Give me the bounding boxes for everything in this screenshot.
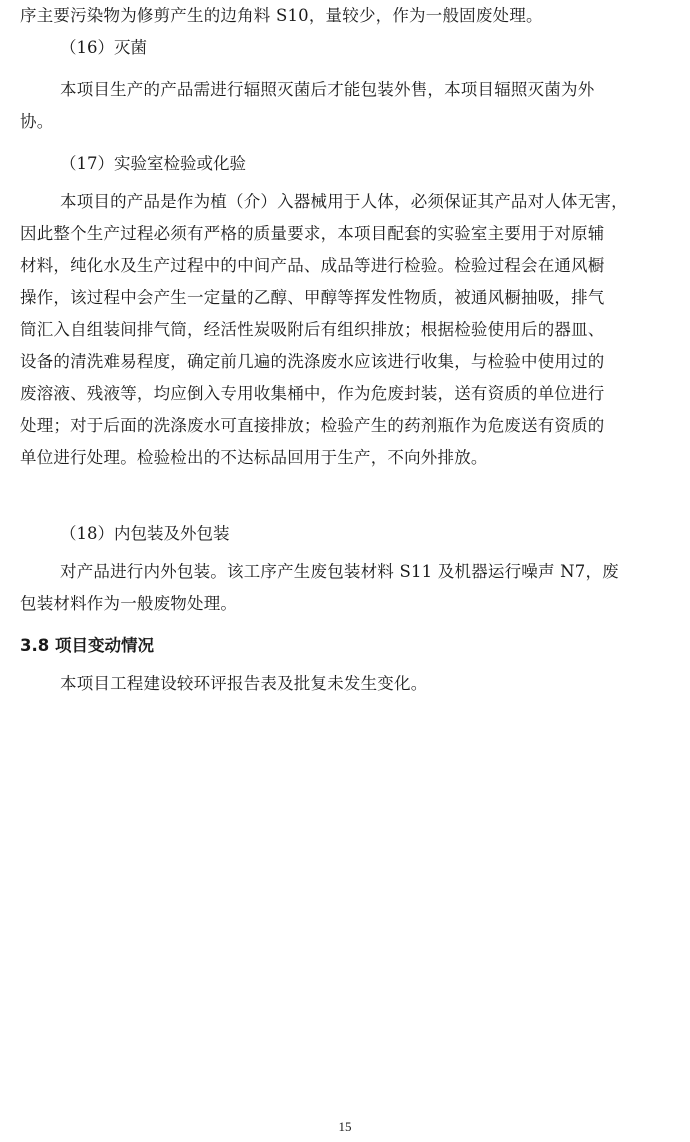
text-line: 筒汇入自组装间排气筒，经活性炭吸附后有组织排放；根据检验使用后的器皿、 — [20, 320, 605, 339]
section-title: 3.8 项目变动情况 — [20, 636, 154, 655]
text-line: 包装材料作为一般废物处理。 — [20, 594, 238, 613]
text-line: 本项目工程建设较环评报告表及批复未发生变化。 — [60, 674, 428, 693]
paragraph-lab-testing — [20, 186, 678, 474]
text-line: 操作，该过程中会产生一定量的乙醇、甲醇等挥发性物质，被通风橱抽吸，排气 — [20, 288, 605, 307]
subsection-sterilization-heading: （16）灭菌 — [60, 38, 147, 57]
text-line: 设备的清洗难易程度，确定前几遍的洗涤废水应该进行收集，与检验中使用过的 — [20, 352, 605, 371]
paragraph-trimming-waste — [20, 0, 678, 32]
paragraph-sterilization — [20, 74, 678, 138]
text-line: 本项目的产品是作为植（介）入器械用于人体，必须保证其产品对人体无害， — [60, 192, 628, 211]
text-line: 因此整个生产过程必须有严格的质量要求，本项目配套的实验室主要用于对原辅 — [20, 224, 605, 243]
text-line: 废溶液、残液等，均应倒入专用收集桶中，作为危废封装，送有资质的单位进行 — [20, 384, 605, 403]
paragraph-project-changes — [20, 668, 678, 700]
text-line: 对产品进行内外包装。该工序产生废包装材料 S11 及机器运行噪声 N7，废 — [60, 562, 619, 581]
subsection-packaging-heading: （18）内包装及外包装 — [60, 524, 230, 543]
subsection-lab-testing-heading: （17）实验室检验或化验 — [60, 154, 246, 173]
text-line: 材料，纯化水及生产过程中的中间产品、成品等进行检验。检验过程会在通风橱 — [20, 256, 605, 275]
text-line: 本项目生产的产品需进行辐照灭菌后才能包装外售，本项目辐照灭菌为外 — [60, 80, 595, 99]
paragraph-packaging — [20, 556, 678, 620]
text-line: 单位进行处理。检验检出的不达标品回用于生产，不向外排放。 — [20, 448, 488, 467]
text-line: 协。 — [20, 112, 54, 131]
page-number: 15 — [338, 1119, 352, 1134]
text-line: 序主要污染物为修剪产生的边角料 S10，量较少，作为一般固废处理。 — [20, 6, 543, 25]
text-line: 处理；对于后面的洗涤废水可直接排放；检验产生的药剂瓶作为危废送有资质的 — [20, 416, 605, 435]
